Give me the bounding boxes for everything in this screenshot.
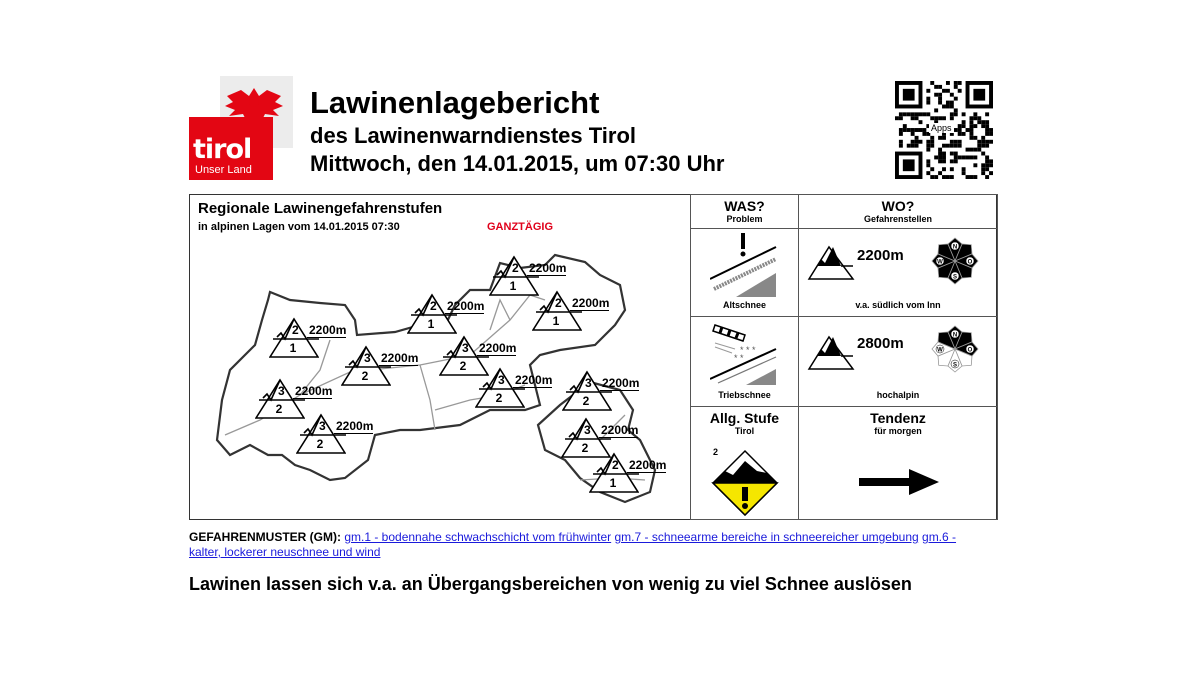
elevation-threshold: 2200m xyxy=(602,376,640,390)
lower-level: 2 xyxy=(581,441,589,455)
map-title: Regionale Lawinengefahrenstufen xyxy=(198,200,443,217)
compass-label: S xyxy=(952,274,958,281)
svg-text:* *: * * xyxy=(733,353,744,363)
upper-level: 2 xyxy=(612,458,619,472)
arrow-right-icon xyxy=(859,469,939,495)
aspect-compass-icon xyxy=(931,325,979,373)
upper-level: 3 xyxy=(278,384,285,398)
elevation-threshold: 2200m xyxy=(381,351,419,365)
elevation-threshold: 2200m xyxy=(479,341,517,355)
region-marker xyxy=(562,370,672,412)
qr-code[interactable] xyxy=(895,81,993,179)
upper-level: 3 xyxy=(364,351,371,365)
lower-level: 1 xyxy=(509,279,517,293)
problem-name: Altschnee xyxy=(722,300,766,310)
problem-table xyxy=(690,194,998,520)
trend-title: Tendenz xyxy=(870,410,926,426)
compass-label: N xyxy=(952,332,958,339)
trend-cell xyxy=(799,407,998,520)
upper-level: 3 xyxy=(585,376,592,390)
mountain-elevation-icon xyxy=(807,243,857,281)
problem-altschnee xyxy=(691,229,799,317)
problem-triebschnee xyxy=(691,317,799,407)
where-text: hochalpin xyxy=(876,390,920,400)
page-title: Lawinenlagebericht xyxy=(310,85,600,120)
elevation-threshold: 2200m xyxy=(572,296,610,310)
region-marker xyxy=(407,293,517,335)
compass-label: W xyxy=(937,347,943,354)
upper-level: 3 xyxy=(498,373,505,387)
upper-level: 3 xyxy=(462,341,469,355)
elevation-threshold: 2200m xyxy=(529,261,567,275)
compass-label: N xyxy=(952,244,958,251)
level-title: Allg. Stufe xyxy=(709,410,780,426)
pattern-link-gm7[interactable]: gm.7 - schneearme bereiche in schneereicher umgebung xyxy=(614,530,919,544)
map-subtitle: in alpinen Lagen vom 14.01.2015 07:30 xyxy=(198,221,400,233)
problem-name: Triebschnee xyxy=(718,390,771,400)
upper-level: 3 xyxy=(319,419,326,433)
region-marker xyxy=(532,290,642,332)
region-marker xyxy=(296,413,406,455)
compass-label: S xyxy=(952,362,958,369)
danger-level-2-icon xyxy=(711,449,779,517)
lower-level: 1 xyxy=(289,341,297,355)
elevation-threshold: 2200m xyxy=(336,419,374,433)
wo-subtitle: Gefahrenstellen xyxy=(863,214,933,224)
lower-level: 2 xyxy=(459,359,467,373)
lower-level: 1 xyxy=(609,476,617,490)
patterns-label: GEFAHRENMUSTER (GM): xyxy=(189,530,341,544)
mountain-elevation-icon xyxy=(807,333,857,371)
old-snow-icon xyxy=(710,233,780,299)
upper-level: 2 xyxy=(512,261,519,275)
logo-text: tirol xyxy=(193,134,252,165)
lower-level: 2 xyxy=(495,391,503,405)
aspect-compass-icon xyxy=(931,237,979,285)
upper-level: 3 xyxy=(584,423,591,437)
wo-title: WO? xyxy=(881,198,915,214)
was-title: WAS? xyxy=(724,198,765,214)
upper-level: 2 xyxy=(430,299,437,313)
lower-level: 2 xyxy=(361,369,369,383)
pattern-link-gm6[interactable]: gm.6 - kalter, lockerer neuschnee und wind xyxy=(189,530,957,559)
was-subtitle: Problem xyxy=(726,214,763,224)
report-date: Mittwoch, den 14.01.2015, um 07:30 Uhr xyxy=(310,151,725,176)
logo-subtext: Unser Land xyxy=(195,164,252,176)
level-subtitle: Tirol xyxy=(734,426,755,436)
elevation-threshold: 2200m xyxy=(295,384,333,398)
lower-level: 1 xyxy=(552,314,560,328)
compass-label: W xyxy=(937,259,943,266)
page-subtitle: des Lawinenwarndienstes Tirol xyxy=(310,123,637,148)
where-altschnee xyxy=(799,229,998,317)
trend-subtitle: für morgen xyxy=(874,426,922,436)
elevation-threshold: 2200m xyxy=(447,299,485,313)
lower-level: 2 xyxy=(275,402,283,416)
elevation-threshold: 2200m xyxy=(515,373,553,387)
upper-level: 2 xyxy=(292,323,299,337)
elevation-threshold: 2200m xyxy=(601,423,639,437)
general-level xyxy=(691,407,799,520)
elevation-threshold: 2200m xyxy=(629,458,667,472)
level-value: 2 xyxy=(713,447,719,457)
lower-level: 2 xyxy=(582,394,590,408)
validity-badge: GANZTÄGIG xyxy=(487,221,553,233)
summary-text: Lawinen lassen sich v.a. an Übergangsbereichen von wenig zu viel Schnee auslösen xyxy=(189,574,912,594)
pattern-link-gm1[interactable]: gm.1 - bodennahe schwachschicht vom frühwinter xyxy=(344,530,612,544)
region-marker xyxy=(589,452,699,494)
where-text: v.a. südlich vom Inn xyxy=(855,300,941,310)
where-triebschnee xyxy=(799,317,998,407)
wind-slab-icon xyxy=(710,323,780,389)
qr-label: Apps xyxy=(931,123,952,133)
elevation-value: 2200m xyxy=(857,247,904,264)
compass-label: O xyxy=(967,259,973,266)
svg-text:* * *: * * * xyxy=(739,345,756,355)
lower-level: 1 xyxy=(427,317,435,331)
compass-label: O xyxy=(967,347,973,354)
lower-level: 2 xyxy=(316,437,324,451)
elevation-value: 2800m xyxy=(857,335,904,352)
upper-level: 2 xyxy=(555,296,562,310)
danger-patterns xyxy=(189,530,979,560)
elevation-threshold: 2200m xyxy=(309,323,347,337)
